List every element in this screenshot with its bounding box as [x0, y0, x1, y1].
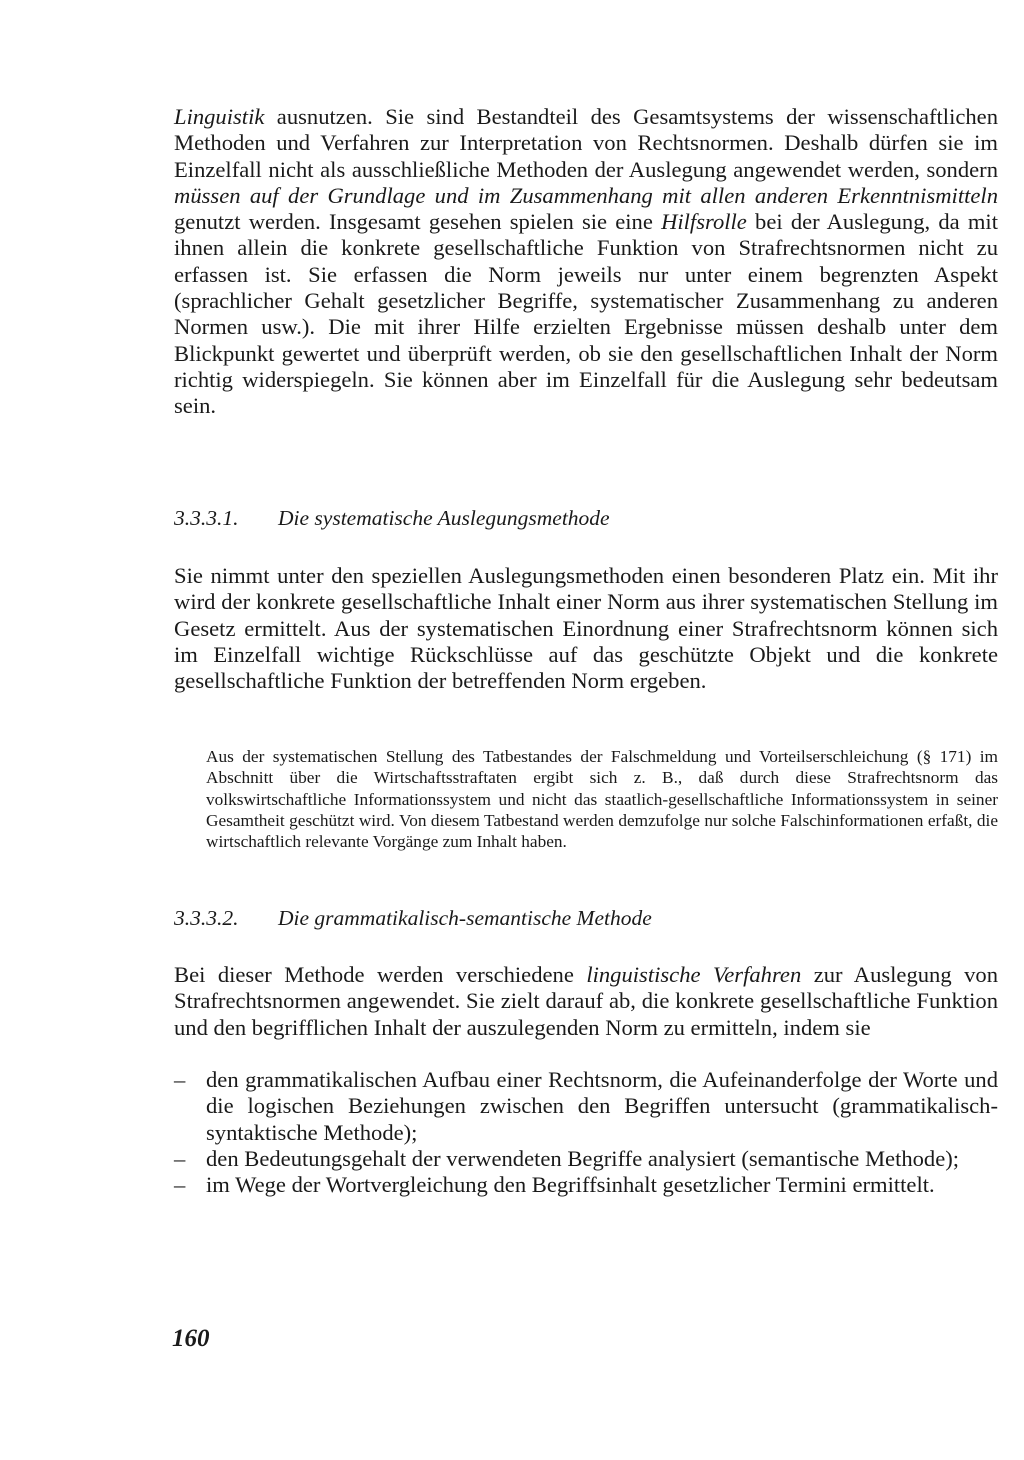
list-item [174, 1067, 998, 1146]
list-item-text: im Wege der Wortvergleichung den Begriffsinhalt gesetzlicher Termini ermittelt. [206, 1172, 935, 1198]
example-note: Aus der systematischen Stellung des Tatbestandes der Falschmeldung und Vorteilserschleichung (§ 171) im Abschnitt über die Wirtschaftsstraftaten ergibt sich z. B., daß durch diese Strafrechtsnorm das volkswirtschaftliche Informationssystem und nicht das staatlich-gesellschaftliche Informationssystem in seiner Gesamtheit geschützt wird. Von diesem Tatbestand werden demzufolge nur solche Falschinformationen erfaßt, die wirtschaftlich relevante Vorgänge zum Inhalt haben. [206, 747, 998, 852]
paragraph-2: Sie nimmt unter den speziellen Auslegungsmethoden einen besonderen Platz ein. Mit ihr wird der konkrete gesellschaftliche Inhalt einer Norm aus ihrer systematischen Stellung im Gesetz ermittelt. Aus der systematischen Einordnung einer Strafrechtsnorm können sich im Einzelfall wichtige Rückschlüsse auf das geschützte Objekt und die konkrete gesellschaftliche Funktion der betreffenden Norm ergeben. [174, 563, 998, 694]
list-item [174, 1146, 998, 1172]
section-heading-2 [174, 906, 652, 931]
paragraph-1-seg-1: ausnutzen. Sie sind Bestandteil des Gesamtsystems der wissenschaftlichen Methoden und Verfahren zur Interpretation von Rechtsnormen. Deshalb dürfen sie im Einzelfall nicht als ausschließliche Methoden der Auslegung angewendet werden, sondern [174, 104, 998, 182]
paragraph-3 [174, 962, 998, 1041]
paragraph-1-seg-3: genutzt werden. Insgesamt gesehen spielen sie eine [174, 209, 662, 235]
paragraph-3-seg-2: zur Auslegung von Strafrechtsnormen angewendet. Sie zielt darauf ab, die konkrete gesellschaftliche Funktion und den begrifflichen Inhalt der auszulegenden Norm zu ermitteln, indem sie [174, 962, 998, 1040]
paragraph-1-seg-5: bei der Auslegung, da mit ihnen allein die konkrete gesellschaftliche Funktion von Strafrechtsnormen nicht zu erfassen ist. Sie erfassen die Norm jeweils nur unter einem begrenzten Aspekt (sprachlicher Gehalt gesetzlicher Begriffe, systematischer Zusammenhang zu anderen Normen usw.). Die mit ihrer Hilfe erzielten Ergebnisse müssen deshalb unter dem Blickpunkt gewertet und überprüft werden, ob sie den gesellschaftlichen Inhalt der Norm richtig widerspiegeln. Sie können aber im Einzelfall für die Auslegung sehr bedeutsam sein. [174, 209, 998, 419]
list-dash: – [174, 1172, 186, 1198]
section-title-2: Die grammatikalisch-semantische Methode [278, 906, 652, 930]
paragraph-1-seg-0: Linguistik [174, 104, 265, 129]
list-dash: – [174, 1067, 186, 1092]
section-number-2: 3.3.3.2. [174, 906, 239, 930]
list-item [174, 1172, 998, 1198]
section-number-1: 3.3.3.1. [174, 506, 239, 530]
paragraph-3-seg-1: linguistische Verfahren [586, 962, 802, 987]
list-item-text: den grammatikalischen Aufbau einer Rechtsnorm, die Aufeinanderfolge der Worte und die logischen Beziehungen zwischen den Begriffen untersucht (grammatikalisch-syntaktische Methode); [206, 1067, 998, 1145]
list-item-text: den Bedeutungsgehalt der verwendeten Begriffe analysiert (semantische Methode); [206, 1145, 960, 1171]
paragraph-3-seg-0: Bei dieser Methode werden verschiedene [174, 962, 587, 987]
paragraph-1 [174, 104, 998, 420]
method-list [174, 1067, 998, 1198]
paragraph-1-seg-2: müssen auf der Grundlage und im Zusammenhang mit allen anderen Erkenntnismitteln [174, 182, 998, 208]
section-title-1: Die systematische Auslegungsmethode [278, 506, 610, 530]
page-number: 160 [172, 1325, 210, 1352]
section-heading-1 [174, 506, 610, 531]
list-dash: – [174, 1145, 186, 1171]
paragraph-1-seg-4: Hilfsrolle [661, 209, 747, 235]
